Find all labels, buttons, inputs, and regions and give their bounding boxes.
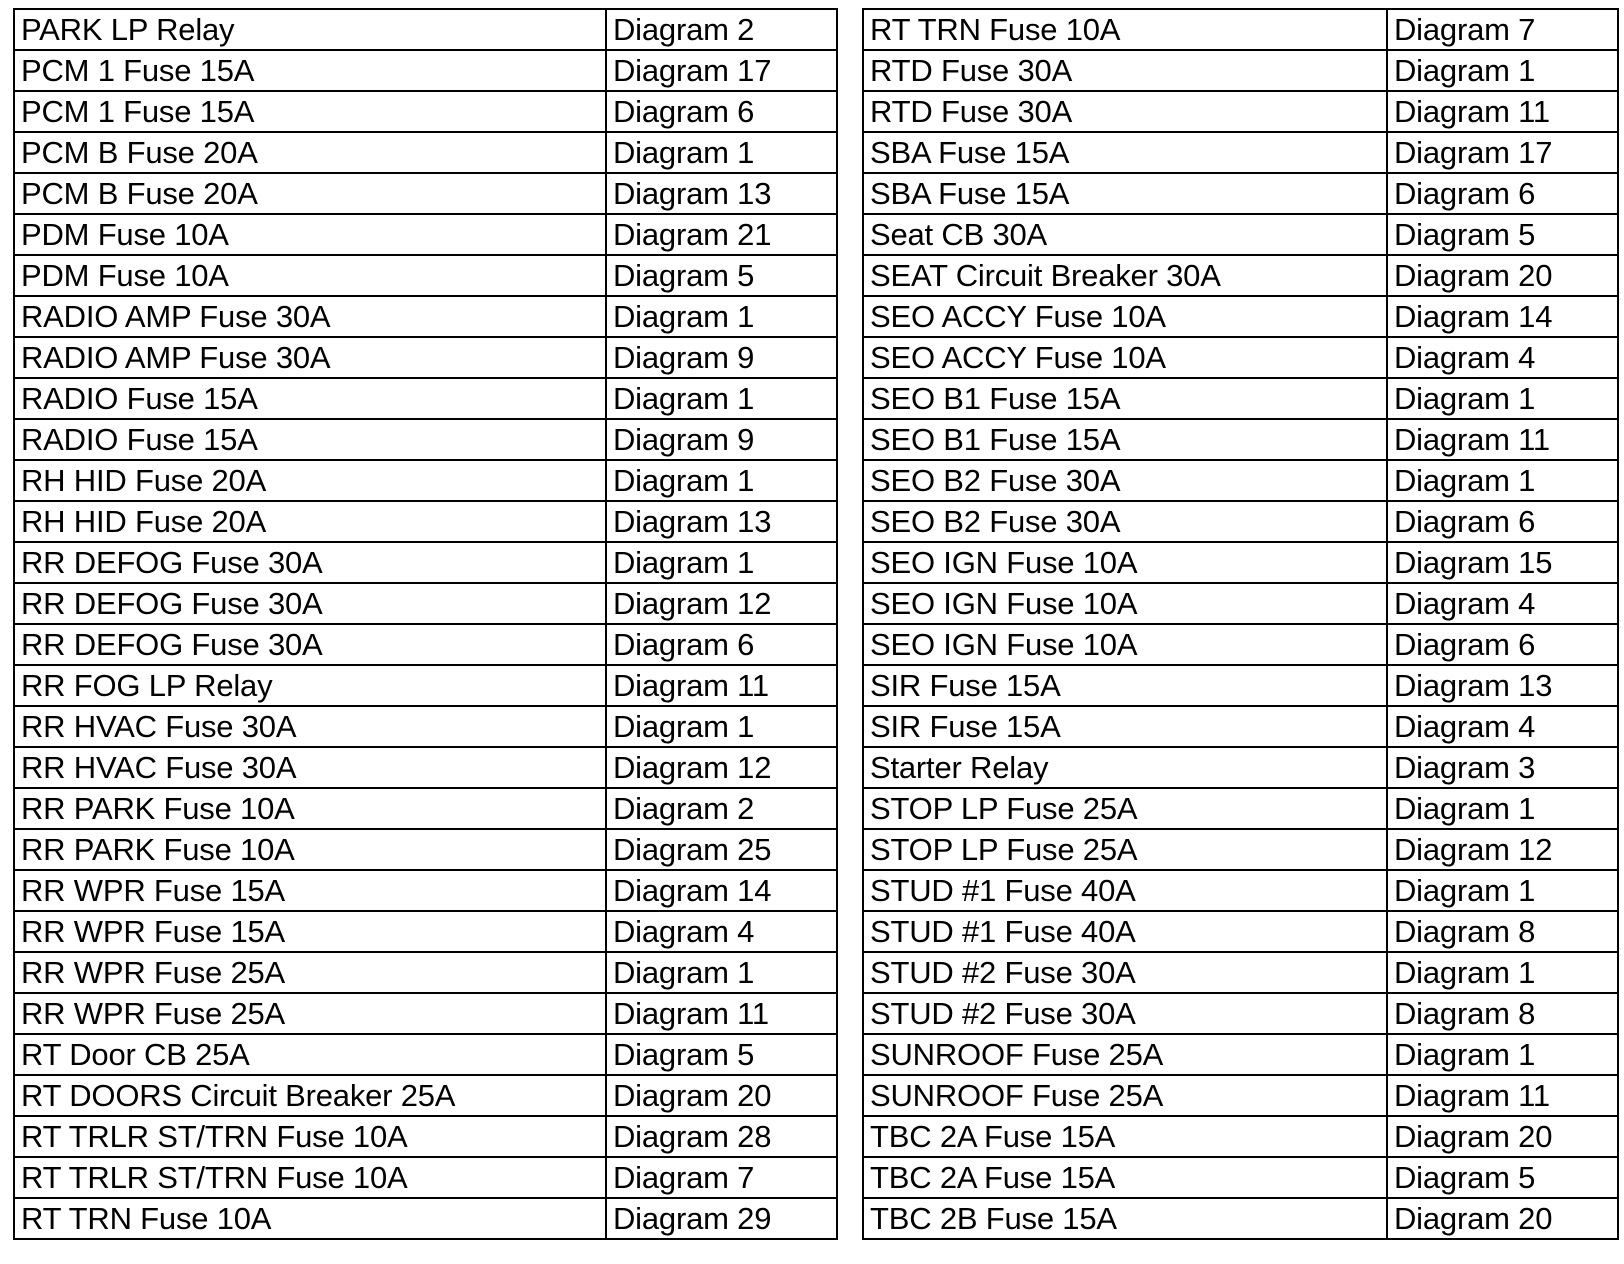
component-name-cell: SUNROOF Fuse 25A — [863, 1034, 1387, 1075]
component-name-cell: PCM 1 Fuse 15A — [14, 91, 606, 132]
diagram-reference-cell: Diagram 17 — [606, 50, 837, 91]
component-name-cell: SEO B1 Fuse 15A — [863, 419, 1387, 460]
table-row — [863, 337, 1618, 378]
diagram-reference-cell: Diagram 1 — [606, 296, 837, 337]
table-row — [863, 460, 1618, 501]
diagram-reference-cell: Diagram 11 — [606, 993, 837, 1034]
diagram-reference-cell: Diagram 13 — [606, 173, 837, 214]
component-name-cell: RTD Fuse 30A — [863, 91, 1387, 132]
component-name-cell: SEO IGN Fuse 10A — [863, 583, 1387, 624]
component-name-cell: STOP LP Fuse 25A — [863, 829, 1387, 870]
table-row — [14, 1198, 837, 1239]
component-name-cell: RH HID Fuse 20A — [14, 501, 606, 542]
right-index-table — [862, 8, 1619, 1240]
table-row — [863, 624, 1618, 665]
component-name-cell: SEO B2 Fuse 30A — [863, 460, 1387, 501]
diagram-reference-cell: Diagram 1 — [1387, 460, 1618, 501]
table-row — [14, 132, 837, 173]
diagram-reference-cell: Diagram 5 — [1387, 214, 1618, 255]
diagram-reference-cell: Diagram 4 — [606, 911, 837, 952]
table-row — [863, 583, 1618, 624]
diagram-reference-cell: Diagram 1 — [606, 378, 837, 419]
table-row — [863, 747, 1618, 788]
component-name-cell: STUD #2 Fuse 30A — [863, 993, 1387, 1034]
table-row — [863, 255, 1618, 296]
component-name-cell: TBC 2B Fuse 15A — [863, 1198, 1387, 1239]
diagram-reference-cell: Diagram 29 — [606, 1198, 837, 1239]
diagram-reference-cell: Diagram 7 — [1387, 9, 1618, 50]
table-row — [14, 747, 837, 788]
component-name-cell: TBC 2A Fuse 15A — [863, 1157, 1387, 1198]
table-row — [14, 91, 837, 132]
component-name-cell: RT TRLR ST/TRN Fuse 10A — [14, 1116, 606, 1157]
diagram-reference-cell: Diagram 6 — [606, 624, 837, 665]
table-row — [14, 296, 837, 337]
diagram-reference-cell: Diagram 1 — [1387, 378, 1618, 419]
component-name-cell: PDM Fuse 10A — [14, 214, 606, 255]
diagram-reference-cell: Diagram 14 — [606, 870, 837, 911]
table-row — [863, 9, 1618, 50]
diagram-reference-cell: Diagram 3 — [1387, 747, 1618, 788]
table-row — [14, 624, 837, 665]
table-row — [863, 296, 1618, 337]
table-row — [863, 870, 1618, 911]
diagram-reference-cell: Diagram 9 — [606, 337, 837, 378]
diagram-reference-cell: Diagram 6 — [1387, 501, 1618, 542]
diagram-reference-cell: Diagram 1 — [606, 542, 837, 583]
table-row — [863, 1198, 1618, 1239]
table-row — [14, 665, 837, 706]
diagram-reference-cell: Diagram 1 — [606, 132, 837, 173]
component-name-cell: SEO B1 Fuse 15A — [863, 378, 1387, 419]
component-name-cell: STUD #1 Fuse 40A — [863, 870, 1387, 911]
table-row — [14, 583, 837, 624]
table-row — [14, 788, 837, 829]
component-name-cell: RT TRLR ST/TRN Fuse 10A — [14, 1157, 606, 1198]
table-row — [863, 1157, 1618, 1198]
component-name-cell: RH HID Fuse 20A — [14, 460, 606, 501]
table-row — [863, 214, 1618, 255]
component-name-cell: STUD #2 Fuse 30A — [863, 952, 1387, 993]
diagram-reference-cell: Diagram 1 — [1387, 50, 1618, 91]
component-name-cell: SIR Fuse 15A — [863, 665, 1387, 706]
table-row — [863, 1075, 1618, 1116]
table-row — [14, 501, 837, 542]
table-row — [14, 50, 837, 91]
diagram-reference-cell: Diagram 6 — [606, 91, 837, 132]
diagram-reference-cell: Diagram 7 — [606, 1157, 837, 1198]
component-name-cell: SIR Fuse 15A — [863, 706, 1387, 747]
table-row — [14, 1116, 837, 1157]
diagram-reference-cell: Diagram 11 — [1387, 1075, 1618, 1116]
component-name-cell: PCM B Fuse 20A — [14, 132, 606, 173]
diagram-reference-cell: Diagram 6 — [1387, 173, 1618, 214]
component-name-cell: RADIO Fuse 15A — [14, 378, 606, 419]
component-name-cell: RR WPR Fuse 15A — [14, 870, 606, 911]
table-row — [863, 665, 1618, 706]
component-name-cell: RR DEFOG Fuse 30A — [14, 583, 606, 624]
table-row — [863, 173, 1618, 214]
table-row — [863, 91, 1618, 132]
diagram-reference-cell: Diagram 17 — [1387, 132, 1618, 173]
table-row — [863, 1116, 1618, 1157]
component-name-cell: SEO ACCY Fuse 10A — [863, 337, 1387, 378]
table-row — [14, 952, 837, 993]
diagram-reference-cell: Diagram 25 — [606, 829, 837, 870]
component-name-cell: PDM Fuse 10A — [14, 255, 606, 296]
component-name-cell: SBA Fuse 15A — [863, 132, 1387, 173]
component-name-cell: RR FOG LP Relay — [14, 665, 606, 706]
component-name-cell: SEO IGN Fuse 10A — [863, 624, 1387, 665]
diagram-reference-cell: Diagram 20 — [1387, 1116, 1618, 1157]
component-name-cell: RR DEFOG Fuse 30A — [14, 542, 606, 583]
diagram-reference-cell: Diagram 1 — [606, 706, 837, 747]
diagram-reference-cell: Diagram 1 — [606, 460, 837, 501]
diagram-reference-cell: Diagram 2 — [606, 9, 837, 50]
diagram-reference-cell: Diagram 15 — [1387, 542, 1618, 583]
diagram-reference-cell: Diagram 21 — [606, 214, 837, 255]
component-name-cell: RT DOORS Circuit Breaker 25A — [14, 1075, 606, 1116]
diagram-reference-cell: Diagram 5 — [606, 255, 837, 296]
table-row — [14, 9, 837, 50]
diagram-reference-cell: Diagram 4 — [1387, 706, 1618, 747]
component-name-cell: PARK LP Relay — [14, 9, 606, 50]
component-name-cell: Starter Relay — [863, 747, 1387, 788]
diagram-reference-cell: Diagram 4 — [1387, 583, 1618, 624]
diagram-reference-cell: Diagram 1 — [1387, 952, 1618, 993]
component-name-cell: RT TRN Fuse 10A — [863, 9, 1387, 50]
table-row — [863, 419, 1618, 460]
component-name-cell: RR WPR Fuse 25A — [14, 993, 606, 1034]
diagram-reference-cell: Diagram 2 — [606, 788, 837, 829]
diagram-reference-cell: Diagram 14 — [1387, 296, 1618, 337]
table-row — [863, 378, 1618, 419]
table-row — [863, 50, 1618, 91]
component-name-cell: Seat CB 30A — [863, 214, 1387, 255]
diagram-reference-cell: Diagram 8 — [1387, 911, 1618, 952]
component-name-cell: RR DEFOG Fuse 30A — [14, 624, 606, 665]
component-name-cell: RR HVAC Fuse 30A — [14, 747, 606, 788]
table-row — [14, 214, 837, 255]
table-row — [863, 911, 1618, 952]
diagram-reference-cell: Diagram 1 — [606, 952, 837, 993]
diagram-reference-cell: Diagram 20 — [606, 1075, 837, 1116]
component-name-cell: RTD Fuse 30A — [863, 50, 1387, 91]
component-name-cell: STOP LP Fuse 25A — [863, 788, 1387, 829]
component-name-cell: STUD #1 Fuse 40A — [863, 911, 1387, 952]
table-row — [863, 706, 1618, 747]
diagram-reference-cell: Diagram 28 — [606, 1116, 837, 1157]
diagram-reference-cell: Diagram 20 — [1387, 1198, 1618, 1239]
diagram-reference-cell: Diagram 13 — [606, 501, 837, 542]
component-name-cell: TBC 2A Fuse 15A — [863, 1116, 1387, 1157]
table-row — [14, 870, 837, 911]
component-name-cell: SEAT Circuit Breaker 30A — [863, 255, 1387, 296]
component-name-cell: PCM B Fuse 20A — [14, 173, 606, 214]
component-name-cell: RADIO Fuse 15A — [14, 419, 606, 460]
diagram-reference-cell: Diagram 12 — [606, 747, 837, 788]
component-name-cell: SBA Fuse 15A — [863, 173, 1387, 214]
component-name-cell: RR HVAC Fuse 30A — [14, 706, 606, 747]
table-row — [14, 706, 837, 747]
diagram-reference-cell: Diagram 13 — [1387, 665, 1618, 706]
table-row — [863, 1034, 1618, 1075]
table-row — [863, 501, 1618, 542]
table-row — [863, 132, 1618, 173]
component-name-cell: SEO IGN Fuse 10A — [863, 542, 1387, 583]
diagram-reference-cell: Diagram 4 — [1387, 337, 1618, 378]
diagram-reference-cell: Diagram 11 — [1387, 419, 1618, 460]
table-row — [14, 542, 837, 583]
diagram-reference-cell: Diagram 9 — [606, 419, 837, 460]
right-index-body — [863, 9, 1618, 1239]
diagram-reference-cell: Diagram 6 — [1387, 624, 1618, 665]
table-row — [14, 829, 837, 870]
table-row — [14, 460, 837, 501]
component-name-cell: SEO B2 Fuse 30A — [863, 501, 1387, 542]
component-name-cell: RT TRN Fuse 10A — [14, 1198, 606, 1239]
component-name-cell: PCM 1 Fuse 15A — [14, 50, 606, 91]
component-name-cell: RADIO AMP Fuse 30A — [14, 337, 606, 378]
table-row — [863, 952, 1618, 993]
diagram-reference-cell: Diagram 5 — [1387, 1157, 1618, 1198]
component-name-cell: RR WPR Fuse 25A — [14, 952, 606, 993]
diagram-reference-cell: Diagram 12 — [606, 583, 837, 624]
diagram-reference-cell: Diagram 1 — [1387, 1034, 1618, 1075]
table-row — [14, 173, 837, 214]
table-row — [14, 337, 837, 378]
table-row — [14, 378, 837, 419]
component-name-cell: RT Door CB 25A — [14, 1034, 606, 1075]
table-row — [863, 829, 1618, 870]
table-row — [14, 419, 837, 460]
table-row — [863, 788, 1618, 829]
table-row — [14, 255, 837, 296]
component-name-cell: RR WPR Fuse 15A — [14, 911, 606, 952]
diagram-reference-cell: Diagram 11 — [606, 665, 837, 706]
diagram-reference-cell: Diagram 8 — [1387, 993, 1618, 1034]
table-row — [14, 1157, 837, 1198]
table-row — [863, 542, 1618, 583]
left-index-body — [14, 9, 837, 1239]
diagram-reference-cell: Diagram 1 — [1387, 870, 1618, 911]
diagram-reference-cell: Diagram 12 — [1387, 829, 1618, 870]
table-row — [14, 911, 837, 952]
diagram-reference-cell: Diagram 20 — [1387, 255, 1618, 296]
component-name-cell: RR PARK Fuse 10A — [14, 829, 606, 870]
component-name-cell: SUNROOF Fuse 25A — [863, 1075, 1387, 1116]
table-row — [14, 1075, 837, 1116]
component-name-cell: RADIO AMP Fuse 30A — [14, 296, 606, 337]
diagram-reference-cell: Diagram 5 — [606, 1034, 837, 1075]
component-name-cell: RR PARK Fuse 10A — [14, 788, 606, 829]
table-row — [14, 1034, 837, 1075]
table-row — [863, 993, 1618, 1034]
left-index-table — [13, 8, 838, 1240]
diagram-reference-cell: Diagram 1 — [1387, 788, 1618, 829]
diagram-reference-cell: Diagram 11 — [1387, 91, 1618, 132]
component-name-cell: SEO ACCY Fuse 10A — [863, 296, 1387, 337]
table-row — [14, 993, 837, 1034]
